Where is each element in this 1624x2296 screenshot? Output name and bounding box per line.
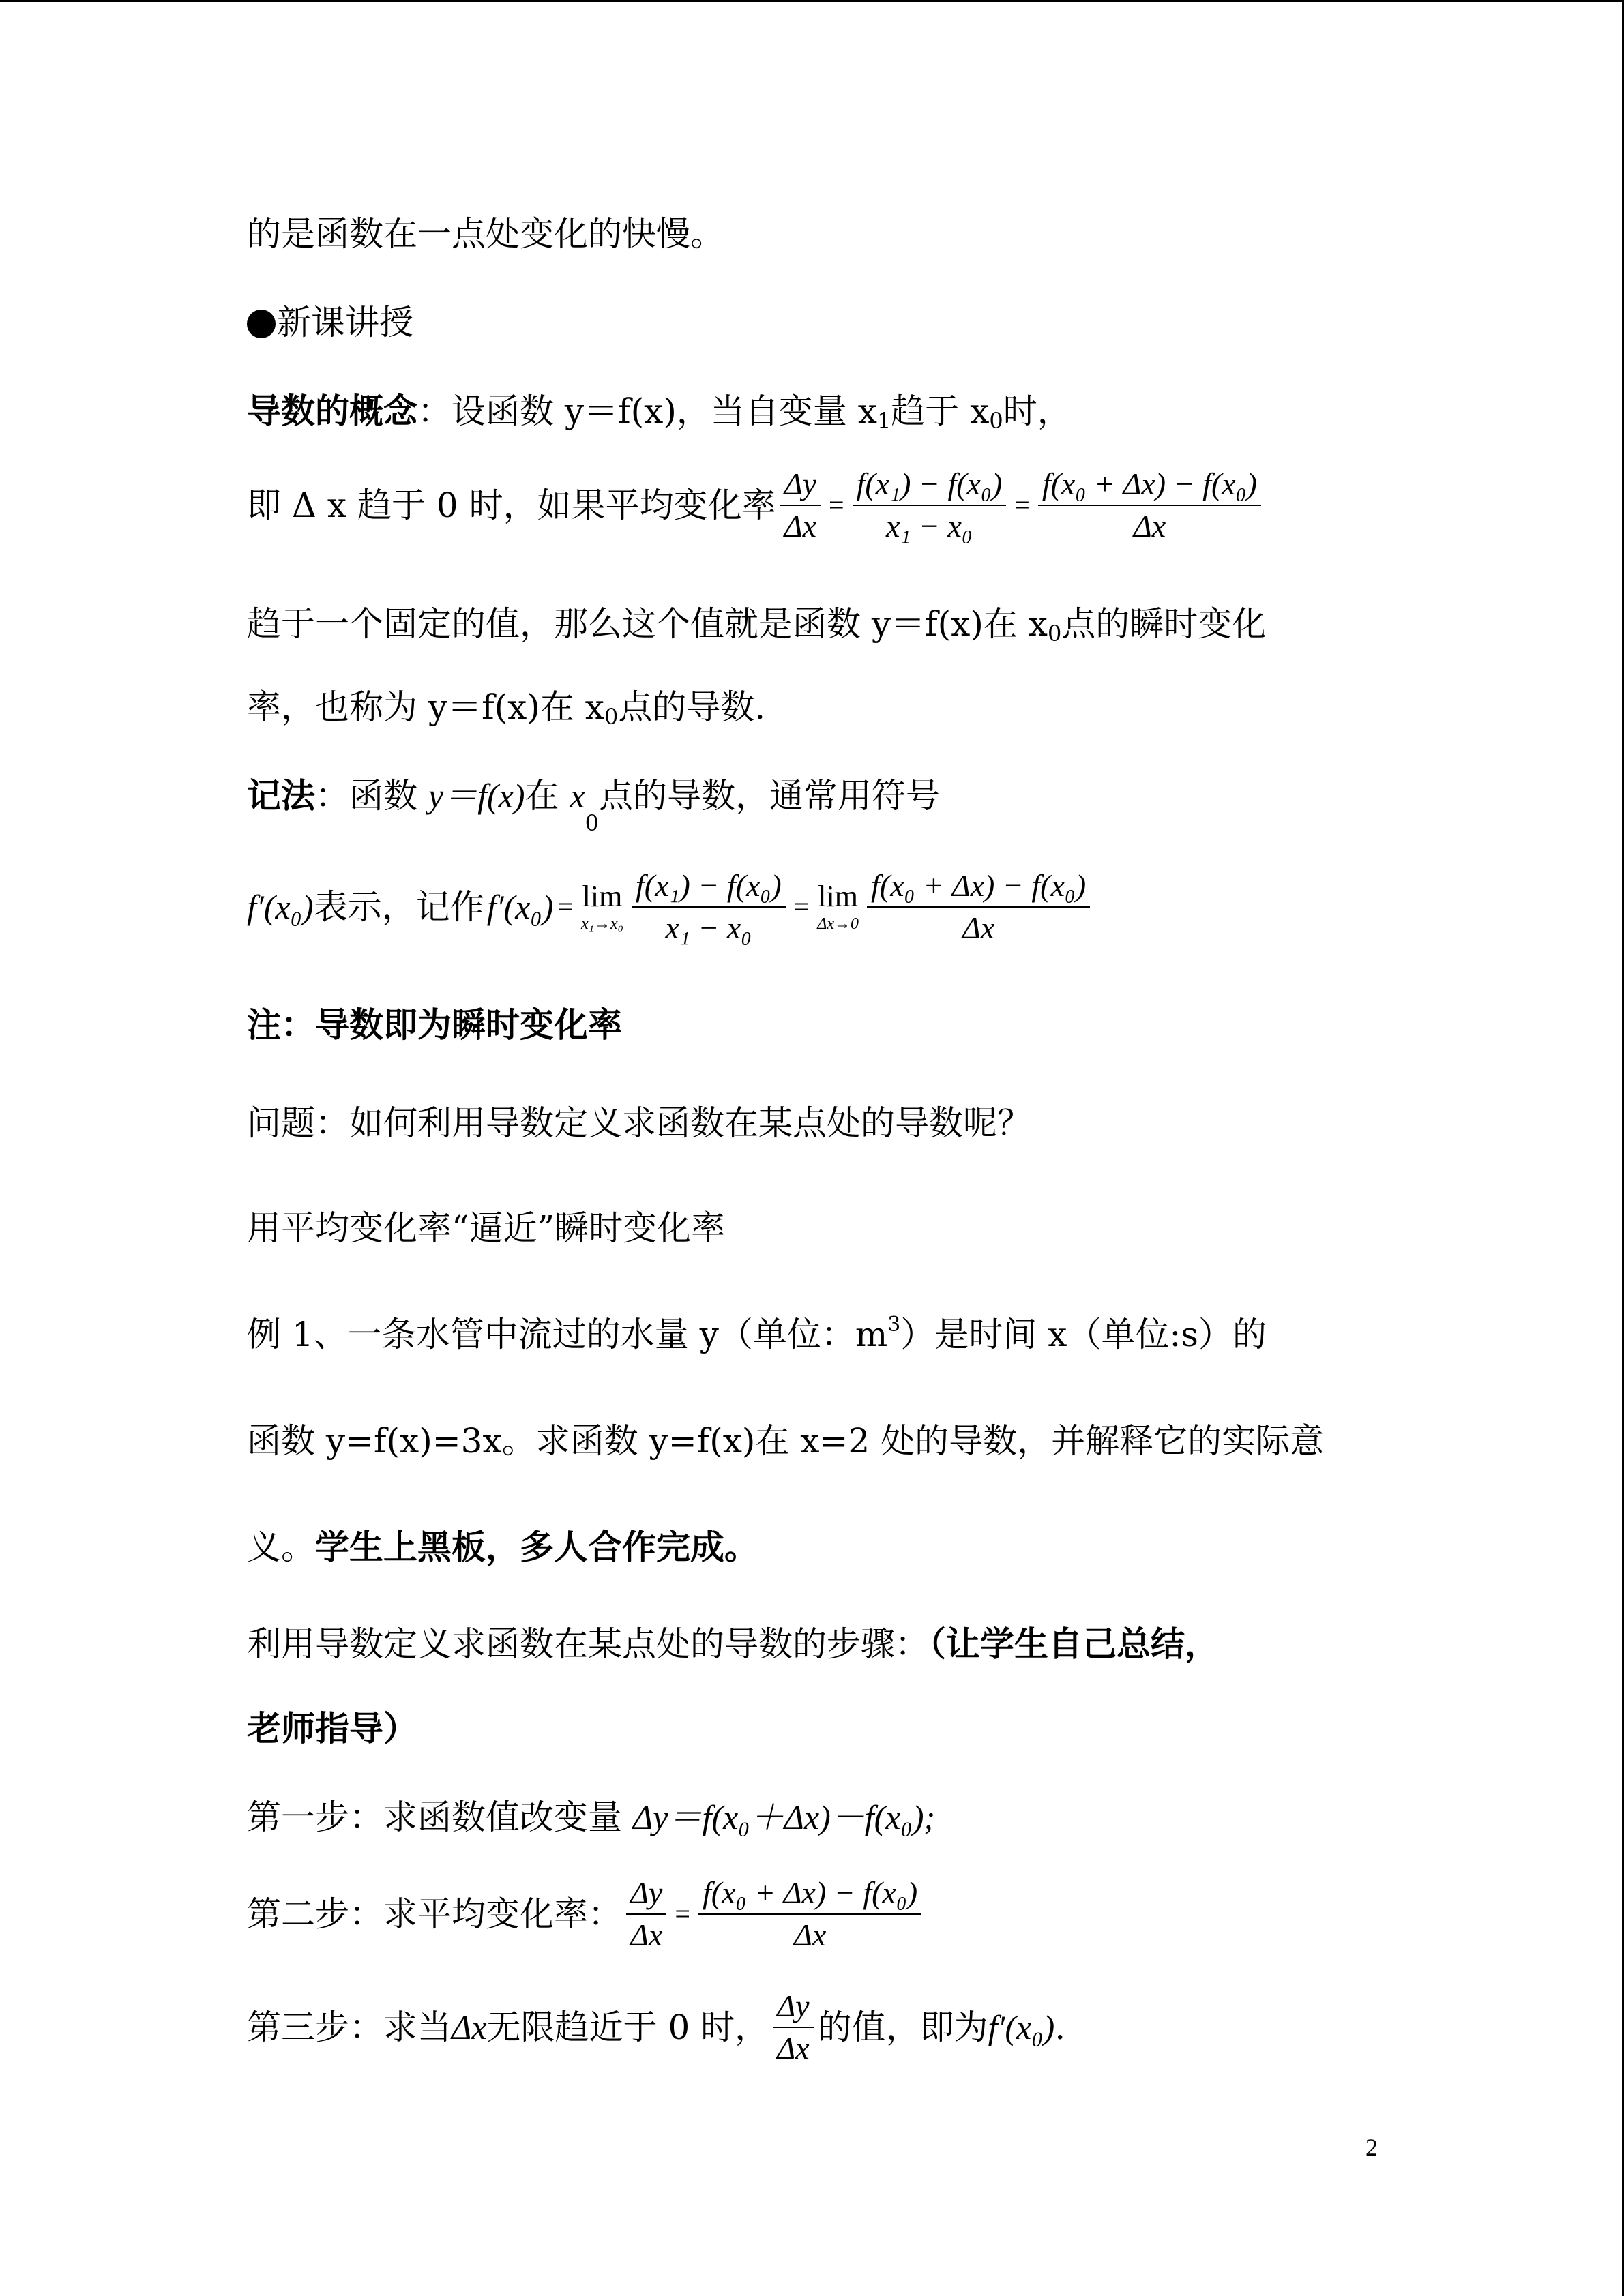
text-span: 趋于一个固定的值，那么这个值就是函数 y＝f(x)在 x bbox=[247, 604, 1048, 644]
text-span: 第一步：求函数值改变量 bbox=[247, 1798, 633, 1837]
fraction-difference-quotient bbox=[853, 468, 1007, 543]
text-line-1 bbox=[247, 214, 724, 254]
fraction-dy-dx bbox=[626, 1877, 666, 1952]
fraction-difference-quotient bbox=[632, 869, 786, 945]
subscript: 0 bbox=[989, 408, 1003, 434]
bold-text: 老师指导） bbox=[247, 1708, 417, 1748]
bullet-icon bbox=[247, 310, 276, 338]
subscript: 0 bbox=[604, 704, 619, 730]
math-inline: f′(x₀) bbox=[988, 2008, 1055, 2047]
fraction-increment-quotient bbox=[698, 1877, 921, 1952]
text-span: 的值，即为 bbox=[817, 2008, 988, 2048]
subscript: 0 bbox=[1047, 621, 1062, 646]
page-frame-top bbox=[0, 0, 1624, 2]
text-span: 第二步：求平均变化率： bbox=[247, 1894, 622, 1935]
example-line-1 bbox=[247, 1313, 1267, 1354]
numerator: f(x₁) − f(x₀) bbox=[853, 468, 1007, 506]
fraction-increment-quotient bbox=[867, 869, 1090, 945]
limit-subscript: x₁→x₀ bbox=[581, 915, 623, 934]
denominator: Δx bbox=[777, 2031, 810, 2066]
numerator: Δy bbox=[773, 1990, 813, 2028]
section-heading bbox=[247, 305, 413, 340]
notation-line bbox=[247, 775, 940, 836]
note-text: 注：导数即为瞬时变化率 bbox=[247, 1004, 622, 1045]
text-span: . bbox=[1054, 2008, 1066, 2048]
example-line-3 bbox=[247, 1527, 758, 1567]
math-inline: Δx bbox=[452, 2008, 487, 2047]
text-span: 率，也称为 y＝f(x)在 x bbox=[247, 687, 604, 727]
equals-sign: = bbox=[829, 490, 844, 521]
text-span: 点的导数，通常用符号 bbox=[598, 776, 940, 816]
limit-subscript: Δx→0 bbox=[817, 915, 859, 934]
numerator: f(x₁) − f(x₀) bbox=[632, 869, 786, 908]
limit-label: lim bbox=[818, 880, 858, 914]
equals-sign: = bbox=[675, 1898, 690, 1930]
text-span: 点的瞬时变化 bbox=[1061, 604, 1267, 644]
step-2-line bbox=[247, 1877, 926, 1952]
subscript: 1 bbox=[876, 408, 891, 434]
question-line bbox=[247, 1103, 1031, 1143]
math-inline: Δy＝f(x₀＋Δx)－f(x₀); bbox=[632, 1798, 936, 1836]
numerator: f(x₀ + Δx) − f(x₀) bbox=[1038, 468, 1261, 506]
text-span: 问题：如何利用导数定义求函数在某点处的导数呢？ bbox=[247, 1103, 1031, 1143]
text-line-11 bbox=[247, 1208, 726, 1248]
math-inline: f′(x₀) bbox=[486, 888, 554, 927]
text-line-6 bbox=[247, 687, 766, 730]
text-span: 例 1、一条水管中流过的水量 y（单位：m bbox=[247, 1315, 888, 1354]
fraction-dy-dx bbox=[780, 468, 821, 543]
definition-line bbox=[247, 391, 1072, 434]
text-span: 点的导数. bbox=[618, 687, 766, 727]
fraction-dy-dx bbox=[773, 1990, 813, 2066]
text-span: 第三步：求当 bbox=[247, 2008, 452, 2048]
numerator: Δy bbox=[626, 1877, 666, 1915]
denominator: Δx bbox=[962, 910, 995, 946]
section-title: 新课讲授 bbox=[277, 303, 413, 342]
equals-sign: = bbox=[1014, 490, 1030, 521]
denominator: Δx bbox=[784, 509, 817, 544]
denominator: Δx bbox=[1133, 509, 1166, 544]
text-span: 表示，记作 bbox=[313, 887, 484, 927]
text-span: ）是时间 x（单位:s）的 bbox=[900, 1315, 1267, 1354]
text-span: 时， bbox=[1003, 391, 1072, 431]
fraction-increment-quotient bbox=[1038, 468, 1261, 543]
text-span: 用平均变化率“逼近”瞬时变化率 bbox=[247, 1208, 726, 1248]
derivative-definition-line bbox=[247, 869, 1094, 945]
text-span: 无限趋近于 0 时， bbox=[486, 2008, 769, 2048]
limit-label: lim bbox=[582, 880, 623, 914]
math-inline: f′(x₀) bbox=[247, 888, 314, 927]
math-inline: x bbox=[570, 777, 585, 815]
limit-dx-to-0 bbox=[817, 882, 859, 932]
note-line bbox=[247, 1004, 622, 1045]
denominator: Δx bbox=[630, 1918, 663, 1953]
text-span: 的是函数在一点处变化的快慢。 bbox=[247, 214, 724, 254]
limit-x1-to-x0 bbox=[581, 882, 623, 932]
text-span: ：函数 bbox=[315, 776, 428, 816]
numerator: f(x₀ + Δx) − f(x₀) bbox=[698, 1877, 921, 1915]
steps-intro-line-2 bbox=[247, 1708, 417, 1748]
term-bold: 记法 bbox=[247, 775, 315, 816]
bold-text: （让学生自己总结， bbox=[929, 1624, 1219, 1664]
text-span: 即 Δ x 趋于 0 时，如果平均变化率 bbox=[247, 486, 776, 526]
page-number: 2 bbox=[1365, 2134, 1378, 2161]
text-span: 趋于 x bbox=[891, 391, 990, 431]
denominator: x₁ − x₀ bbox=[886, 509, 973, 544]
text-span: 利用导数定义求函数在某点处的导数的步骤： bbox=[247, 1624, 929, 1664]
denominator: x₁ − x₀ bbox=[665, 910, 752, 946]
average-rate-formula-line bbox=[247, 468, 1265, 543]
step-1-line bbox=[247, 1798, 936, 1837]
math-inline: y＝f(x) bbox=[428, 777, 525, 815]
subscript: 0 bbox=[585, 810, 599, 836]
steps-intro-line bbox=[247, 1624, 1219, 1664]
numerator: Δy bbox=[780, 468, 821, 506]
text-span: ：设函数 y＝f(x)，当自变量 x bbox=[417, 391, 877, 431]
equals-sign: = bbox=[793, 891, 810, 923]
text-span: 函数 y=f(x)=3x。求函数 y=f(x)在 x=2 处的导数，并解释它的实际意 bbox=[247, 1421, 1325, 1461]
example-line-2 bbox=[247, 1421, 1325, 1461]
numerator: f(x₀ + Δx) − f(x₀) bbox=[867, 869, 1090, 908]
superscript: 3 bbox=[887, 1313, 901, 1337]
step-3-line bbox=[247, 1990, 1065, 2066]
equals-sign: = bbox=[557, 891, 573, 923]
term-bold: 导数的概念 bbox=[247, 391, 417, 431]
text-span: 在 bbox=[525, 776, 570, 816]
text-line-5 bbox=[247, 604, 1267, 646]
text-span: 义。 bbox=[247, 1527, 315, 1567]
bold-text: 学生上黑板，多人合作完成。 bbox=[315, 1527, 758, 1567]
denominator: Δx bbox=[793, 1918, 827, 1953]
